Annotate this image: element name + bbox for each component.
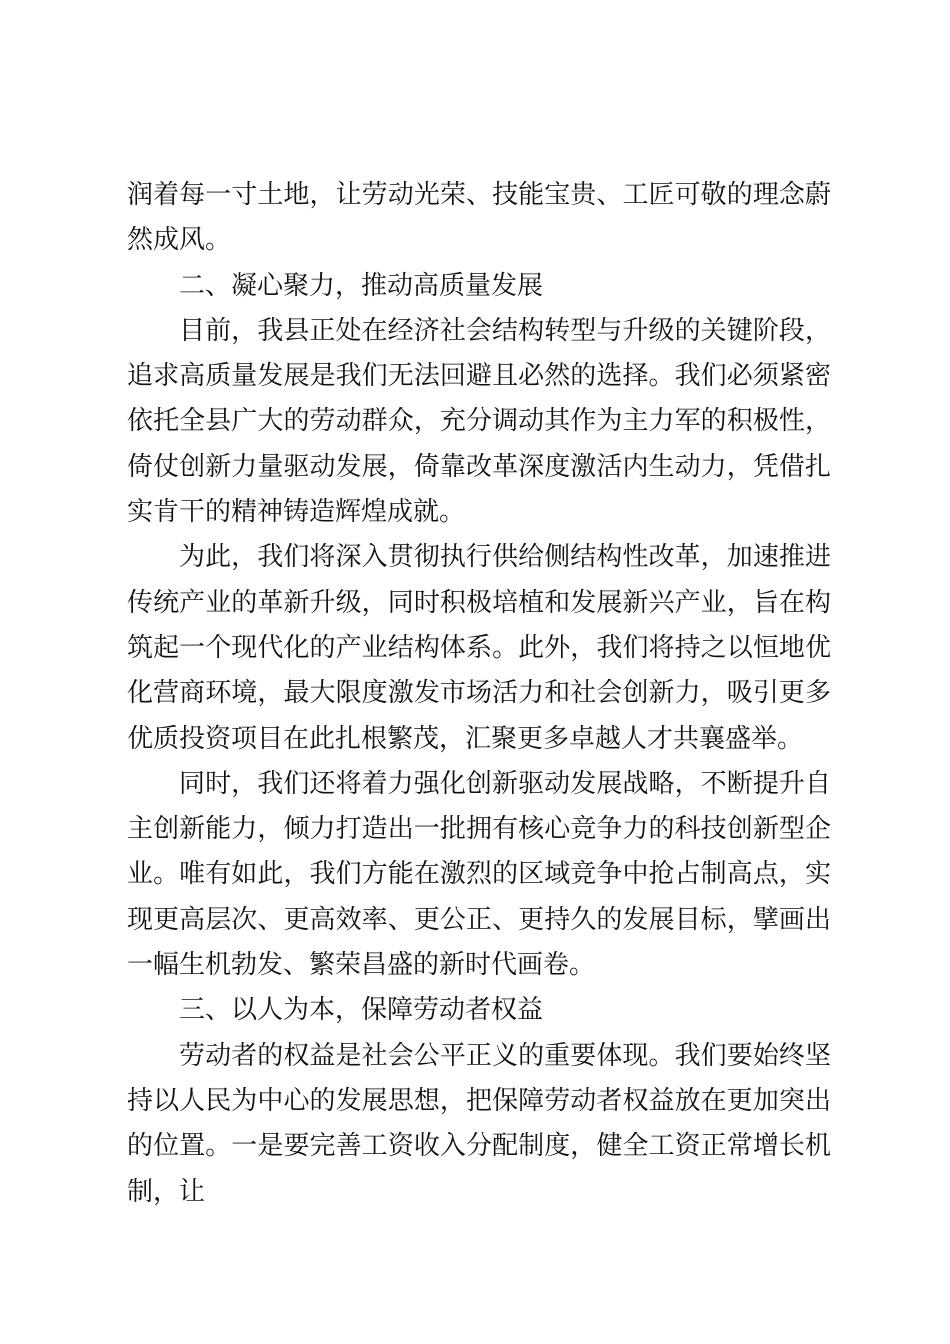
paragraph-body: 同时，我们还将着力强化创新驱动发展战略，不断提升自主创新能力，倾力打造出一批拥有核心竞争力的科技创新型企业。唯有如此，我们方能在激烈的区域竞争中抢占制高点，实现更高层次、更高效率、更公正、更持久的发展目标，擘画出一幅生机勃发、繁荣昌盛的新时代画卷。 [127,768,831,981]
paragraph-continuation: 润着每一寸土地，让劳动光荣、技能宝贵、工匠可敬的理念蔚然成风。 [127,180,831,256]
section-heading-2: 二、凝心聚力，推动高质量发展 [179,270,544,301]
paragraph-body: 劳动者的权益是社会公平正义的重要体现。我们要始终坚持以人民为中心的发展思想，把保障劳动者权益放在更加突出的位置。一是要完善工资收入分配制度，健全工资正常增长机制，让 [127,1040,831,1207]
section-heading-3: 三、以人为本，保障劳动者权益 [179,995,544,1026]
paragraph-body: 目前，我县正处在经济社会结构转型与升级的关键阶段，追求高质量发展是我们无法回避且必然的选择。我们必须紧密依托全县广大的劳动群众，充分调动其作为主力军的积极性，倚仗创新力量驱动发展，倚靠改革深度激活内生动力，凭借扎实肯干的精神铸造辉煌成就。 [127,315,831,528]
paragraph-body: 为此，我们将深入贯彻执行供给侧结构性改革，加速推进传统产业的革新升级，同时积极培植和发展新兴产业，旨在构筑起一个现代化的产业结构体系。此外，我们将持之以恒地优化营商环境，最大限度激发市场活力和社会创新力，吸引更多优质投资项目在此扎根繁茂，汇聚更多卓越人才共襄盛举。 [127,542,831,754]
document-page [127,173,831,1215]
